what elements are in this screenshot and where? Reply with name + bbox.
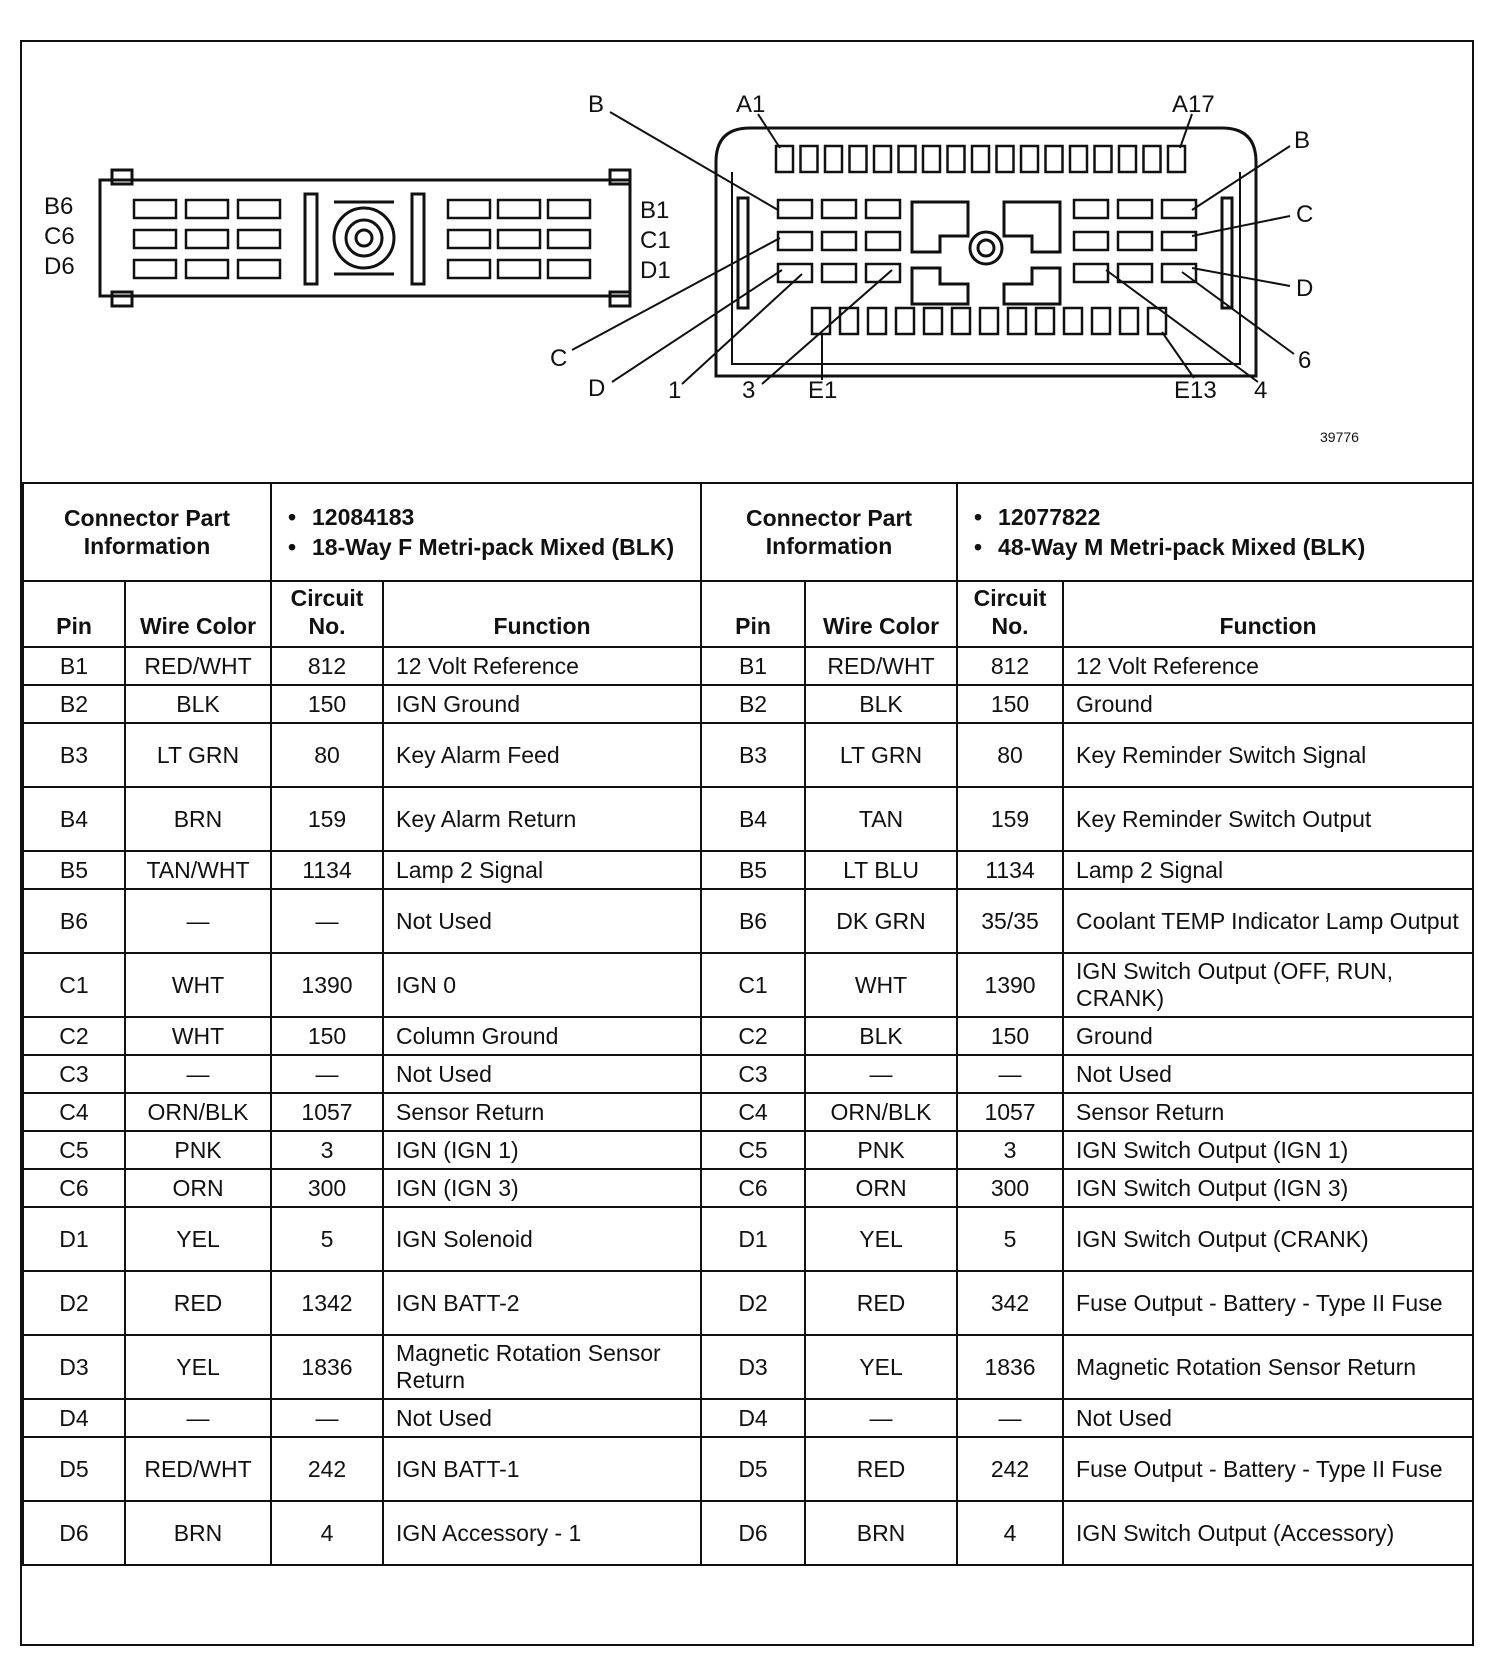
cell-circuit-right: 242	[957, 1437, 1063, 1501]
cavity	[1120, 308, 1138, 334]
col-pin-left: Pin	[23, 581, 125, 647]
cell-wire-color-right: TAN	[805, 787, 957, 851]
cell-circuit-left: 1342	[271, 1271, 383, 1335]
figure-number: 39776	[1320, 429, 1359, 445]
cell-function-right: IGN Switch Output (OFF, RUN, CRANK)	[1063, 953, 1473, 1017]
cavity	[1092, 308, 1110, 334]
cell-wire-color-left: ORN	[125, 1169, 271, 1207]
cell-pin-left: D3	[23, 1335, 125, 1399]
cell-function-left: Magnetic Rotation Sensor Return	[383, 1335, 701, 1399]
label-6: 6	[1298, 347, 1312, 374]
cell-pin-right: D1	[701, 1207, 805, 1271]
cell-wire-color-right: LT GRN	[805, 723, 957, 787]
connector-info-label-left: Connector Part Information	[23, 483, 271, 581]
cell-function-left: Not Used	[383, 1399, 701, 1437]
cell-wire-color-left: ORN/BLK	[125, 1093, 271, 1131]
cavity	[866, 232, 900, 250]
cell-wire-color-right: LT BLU	[805, 851, 957, 889]
cavity	[801, 146, 818, 172]
cell-pin-left: B3	[23, 723, 125, 787]
cell-circuit-left: 1390	[271, 953, 383, 1017]
cell-wire-color-left: —	[125, 1055, 271, 1093]
cavity	[498, 230, 540, 248]
cell-pin-left: B6	[23, 889, 125, 953]
cell-circuit-right: 150	[957, 685, 1063, 723]
table-row	[23, 1169, 1473, 1207]
cell-pin-right: D2	[701, 1271, 805, 1335]
cell-circuit-right: 1390	[957, 953, 1063, 1017]
cavity	[1046, 146, 1063, 172]
cavity	[186, 230, 228, 248]
cavity	[1119, 146, 1136, 172]
cell-pin-left: C2	[23, 1017, 125, 1055]
table-row	[23, 685, 1473, 723]
cavity	[924, 308, 942, 334]
cell-wire-color-left: BRN	[125, 1501, 271, 1565]
cell-pin-left: C4	[23, 1093, 125, 1131]
label-e1: E1	[808, 377, 838, 404]
cell-function-left: IGN BATT-2	[383, 1271, 701, 1335]
cavity	[866, 264, 900, 282]
connector-diagram	[22, 42, 1472, 484]
cavity	[1118, 232, 1152, 250]
cavity	[1074, 264, 1108, 282]
cell-function-right: Sensor Return	[1063, 1093, 1473, 1131]
cell-function-right: Ground	[1063, 1017, 1473, 1055]
cell-circuit-right: 3	[957, 1131, 1063, 1169]
cell-circuit-left: 242	[271, 1437, 383, 1501]
cavity	[822, 200, 856, 218]
cavity	[952, 308, 970, 334]
cavity	[778, 232, 812, 250]
cell-function-right: Not Used	[1063, 1399, 1473, 1437]
table-row	[23, 1055, 1473, 1093]
cell-pin-right: C1	[701, 953, 805, 1017]
cell-wire-color-right: RED	[805, 1271, 957, 1335]
connector-info-value-left	[271, 483, 701, 581]
cell-function-left: 12 Volt Reference	[383, 647, 701, 685]
cell-circuit-left: 80	[271, 723, 383, 787]
cell-wire-color-right: RED/WHT	[805, 647, 957, 685]
col-wire-color-right: Wire Color	[805, 581, 957, 647]
part-number-right: • 12077822	[998, 502, 1462, 532]
cell-circuit-right: 812	[957, 647, 1063, 685]
label-b6: B6	[44, 193, 74, 220]
cell-wire-color-right: WHT	[805, 953, 957, 1017]
cell-wire-color-left: WHT	[125, 1017, 271, 1055]
label-a1: A1	[736, 91, 766, 118]
cell-function-right: Key Reminder Switch Output	[1063, 787, 1473, 851]
cell-wire-color-right: —	[805, 1055, 957, 1093]
cell-pin-right: C3	[701, 1055, 805, 1093]
cell-circuit-left: 300	[271, 1169, 383, 1207]
part-number-left: • 12084183	[312, 502, 690, 532]
cell-function-right: IGN Switch Output (Accessory)	[1063, 1501, 1473, 1565]
cavity	[1064, 308, 1082, 334]
cell-wire-color-right: BRN	[805, 1501, 957, 1565]
cavity	[1162, 232, 1196, 250]
table-row	[23, 1017, 1473, 1055]
cell-wire-color-right: —	[805, 1399, 957, 1437]
table-row	[23, 1399, 1473, 1437]
cavity	[1036, 308, 1054, 334]
label-a17: A17	[1172, 91, 1215, 118]
cell-pin-right: C4	[701, 1093, 805, 1131]
table-row	[23, 889, 1473, 953]
cell-function-left: Not Used	[383, 1055, 701, 1093]
cavity	[822, 232, 856, 250]
cell-function-right: Key Reminder Switch Signal	[1063, 723, 1473, 787]
label-d1: D1	[640, 257, 671, 284]
cell-circuit-left: 812	[271, 647, 383, 685]
table-row	[23, 1271, 1473, 1335]
cell-pin-right: D4	[701, 1399, 805, 1437]
part-description-left: • 18-Way F Metri-pack Mixed (BLK)	[312, 532, 690, 562]
table-row	[23, 787, 1473, 851]
cavity	[866, 200, 900, 218]
column-header-row	[23, 581, 1473, 647]
cell-wire-color-left: YEL	[125, 1207, 271, 1271]
table-row	[23, 953, 1473, 1017]
cavity	[1021, 146, 1038, 172]
label-c6: C6	[44, 223, 75, 250]
label-e13: E13	[1174, 377, 1217, 404]
cell-wire-color-left: —	[125, 889, 271, 953]
col-wire-color-left: Wire Color	[125, 581, 271, 647]
cell-circuit-right: 1836	[957, 1335, 1063, 1399]
label-b-right: B	[1294, 127, 1311, 154]
cavity	[448, 200, 490, 218]
col-pin-right: Pin	[701, 581, 805, 647]
cell-pin-left: C6	[23, 1169, 125, 1207]
cell-pin-right: B2	[701, 685, 805, 723]
cell-function-left: Not Used	[383, 889, 701, 953]
cavity	[997, 146, 1014, 172]
cavity	[1074, 232, 1108, 250]
cell-function-right: Not Used	[1063, 1055, 1473, 1093]
connector-info-value-right	[957, 483, 1473, 581]
col-function-left: Function	[383, 581, 701, 647]
cavity	[1162, 200, 1196, 218]
cell-circuit-left: —	[271, 1399, 383, 1437]
cavity	[923, 146, 940, 172]
cavity	[186, 200, 228, 218]
cell-function-left: IGN Ground	[383, 685, 701, 723]
cavity	[1168, 146, 1185, 172]
cavity	[896, 308, 914, 334]
cell-pin-left: D5	[23, 1437, 125, 1501]
cell-wire-color-right: ORN/BLK	[805, 1093, 957, 1131]
cavity	[778, 200, 812, 218]
cavity	[948, 146, 965, 172]
cell-wire-color-right: ORN	[805, 1169, 957, 1207]
cell-circuit-left: 150	[271, 1017, 383, 1055]
cell-function-right: IGN Switch Output (IGN 3)	[1063, 1169, 1473, 1207]
cell-pin-right: B6	[701, 889, 805, 953]
table-row	[23, 647, 1473, 685]
cavity	[1074, 200, 1108, 218]
cell-function-left: IGN Accessory - 1	[383, 1501, 701, 1565]
cell-function-right: Lamp 2 Signal	[1063, 851, 1473, 889]
table-row	[23, 1335, 1473, 1399]
cavity	[448, 260, 490, 278]
cell-pin-left: C3	[23, 1055, 125, 1093]
col-circuit-right: Circuit No.	[957, 581, 1063, 647]
pinout-table	[22, 482, 1474, 1566]
cell-circuit-left: 1057	[271, 1093, 383, 1131]
cell-pin-left: D6	[23, 1501, 125, 1565]
cell-wire-color-left: TAN/WHT	[125, 851, 271, 889]
cell-circuit-left: —	[271, 889, 383, 953]
cell-function-right: IGN Switch Output (IGN 1)	[1063, 1131, 1473, 1169]
cell-function-right: Ground	[1063, 685, 1473, 723]
cell-wire-color-left: YEL	[125, 1335, 271, 1399]
cavity	[822, 264, 856, 282]
cell-pin-left: B4	[23, 787, 125, 851]
label-d-right: D	[1296, 275, 1314, 302]
cell-pin-left: D2	[23, 1271, 125, 1335]
cell-wire-color-left: PNK	[125, 1131, 271, 1169]
label-4: 4	[1254, 377, 1268, 404]
table-row	[23, 1207, 1473, 1271]
cell-circuit-left: 1134	[271, 851, 383, 889]
cavity	[134, 230, 176, 248]
cell-pin-right: D5	[701, 1437, 805, 1501]
cell-pin-right: B1	[701, 647, 805, 685]
cavity	[776, 146, 793, 172]
cell-function-left: IGN (IGN 1)	[383, 1131, 701, 1169]
cavity	[1008, 308, 1026, 334]
table-row	[23, 851, 1473, 889]
label-d6: D6	[44, 253, 75, 280]
cavity	[134, 200, 176, 218]
cavity	[868, 308, 886, 334]
label-b-top-left: B	[588, 91, 605, 118]
cell-circuit-right: 80	[957, 723, 1063, 787]
cell-wire-color-left: —	[125, 1399, 271, 1437]
cavity	[1118, 264, 1152, 282]
cell-pin-left: D1	[23, 1207, 125, 1271]
cell-wire-color-left: LT GRN	[125, 723, 271, 787]
cavity	[850, 146, 867, 172]
cell-pin-right: D6	[701, 1501, 805, 1565]
cell-function-left: Sensor Return	[383, 1093, 701, 1131]
cell-function-right: Fuse Output - Battery - Type II Fuse	[1063, 1437, 1473, 1501]
cell-function-left: IGN (IGN 3)	[383, 1169, 701, 1207]
table-row	[23, 1093, 1473, 1131]
cell-function-right: IGN Switch Output (CRANK)	[1063, 1207, 1473, 1271]
cavity	[972, 146, 989, 172]
pinout-sheet	[20, 40, 1474, 1646]
cell-wire-color-right: BLK	[805, 685, 957, 723]
cell-wire-color-left: BRN	[125, 787, 271, 851]
cell-function-right: Magnetic Rotation Sensor Return	[1063, 1335, 1473, 1399]
cell-pin-right: B3	[701, 723, 805, 787]
cavity	[1118, 200, 1152, 218]
cell-circuit-right: —	[957, 1399, 1063, 1437]
cell-wire-color-left: WHT	[125, 953, 271, 1017]
cell-circuit-right: —	[957, 1055, 1063, 1093]
cavity	[980, 308, 998, 334]
cell-pin-left: B2	[23, 685, 125, 723]
cavity	[840, 308, 858, 334]
cell-wire-color-right: DK GRN	[805, 889, 957, 953]
connector-info-row	[23, 483, 1473, 581]
cell-pin-right: D3	[701, 1335, 805, 1399]
cell-circuit-left: —	[271, 1055, 383, 1093]
cell-wire-color-left: RED/WHT	[125, 1437, 271, 1501]
connector-info-label-right: Connector Part Information	[701, 483, 957, 581]
cell-pin-left: D4	[23, 1399, 125, 1437]
label-b1: B1	[640, 197, 670, 224]
cell-circuit-left: 3	[271, 1131, 383, 1169]
cavity	[825, 146, 842, 172]
cavity	[134, 260, 176, 278]
cell-circuit-right: 1134	[957, 851, 1063, 889]
label-c1: C1	[640, 227, 671, 254]
cavity	[1144, 146, 1161, 172]
cell-pin-right: C5	[701, 1131, 805, 1169]
cavity	[899, 146, 916, 172]
cavity	[238, 230, 280, 248]
cavity	[238, 260, 280, 278]
cell-circuit-left: 5	[271, 1207, 383, 1271]
cavity	[1095, 146, 1112, 172]
cell-pin-left: C1	[23, 953, 125, 1017]
cell-pin-right: B4	[701, 787, 805, 851]
cell-wire-color-left: RED/WHT	[125, 647, 271, 685]
cavity	[812, 308, 830, 334]
cell-function-left: IGN 0	[383, 953, 701, 1017]
cell-pin-right: C6	[701, 1169, 805, 1207]
part-description-right: • 48-Way M Metri-pack Mixed (BLK)	[998, 532, 1462, 562]
cell-function-right: Coolant TEMP Indicator Lamp Output	[1063, 889, 1473, 953]
label-c-bottom: C	[550, 345, 568, 372]
cell-function-left: Key Alarm Return	[383, 787, 701, 851]
col-function-right: Function	[1063, 581, 1473, 647]
cell-function-left: Lamp 2 Signal	[383, 851, 701, 889]
cell-wire-color-right: YEL	[805, 1335, 957, 1399]
cell-circuit-left: 150	[271, 685, 383, 723]
cell-circuit-right: 35/35	[957, 889, 1063, 953]
label-c-right: C	[1296, 201, 1314, 228]
cell-function-left: IGN Solenoid	[383, 1207, 701, 1271]
cell-pin-left: C5	[23, 1131, 125, 1169]
cavity	[548, 230, 590, 248]
cell-pin-right: C2	[701, 1017, 805, 1055]
cell-function-right: Fuse Output - Battery - Type II Fuse	[1063, 1271, 1473, 1335]
table-row	[23, 1501, 1473, 1565]
col-circuit-left: Circuit No.	[271, 581, 383, 647]
cell-circuit-right: 150	[957, 1017, 1063, 1055]
cavity	[498, 200, 540, 218]
connector-48-way-drawing	[716, 128, 1256, 376]
table-row	[23, 1131, 1473, 1169]
cell-wire-color-left: BLK	[125, 685, 271, 723]
cell-circuit-left: 159	[271, 787, 383, 851]
cell-wire-color-right: PNK	[805, 1131, 957, 1169]
cell-pin-right: B5	[701, 851, 805, 889]
cell-wire-color-left: RED	[125, 1271, 271, 1335]
cavity	[238, 200, 280, 218]
label-1: 1	[668, 377, 682, 404]
cavity	[548, 200, 590, 218]
cell-function-left: Column Ground	[383, 1017, 701, 1055]
cavity	[186, 260, 228, 278]
connector-drawings	[22, 42, 1472, 482]
cavity	[498, 260, 540, 278]
cell-circuit-right: 159	[957, 787, 1063, 851]
cell-function-left: IGN BATT-1	[383, 1437, 701, 1501]
table-row	[23, 1437, 1473, 1501]
cell-circuit-right: 342	[957, 1271, 1063, 1335]
cell-pin-left: B5	[23, 851, 125, 889]
cell-wire-color-right: YEL	[805, 1207, 957, 1271]
table-row	[23, 723, 1473, 787]
cell-wire-color-right: RED	[805, 1437, 957, 1501]
cell-wire-color-right: BLK	[805, 1017, 957, 1055]
cell-function-right: 12 Volt Reference	[1063, 647, 1473, 685]
cavity	[448, 230, 490, 248]
cell-circuit-right: 4	[957, 1501, 1063, 1565]
connector-18-way-drawing	[100, 170, 630, 306]
cell-circuit-right: 1057	[957, 1093, 1063, 1131]
cell-pin-left: B1	[23, 647, 125, 685]
cell-circuit-left: 1836	[271, 1335, 383, 1399]
label-d-bottom: D	[588, 375, 606, 402]
label-3: 3	[742, 377, 756, 404]
cell-circuit-left: 4	[271, 1501, 383, 1565]
cavity	[874, 146, 891, 172]
cavity	[1070, 146, 1087, 172]
cell-circuit-right: 300	[957, 1169, 1063, 1207]
cell-circuit-right: 5	[957, 1207, 1063, 1271]
cell-function-left: Key Alarm Feed	[383, 723, 701, 787]
cavity	[548, 260, 590, 278]
